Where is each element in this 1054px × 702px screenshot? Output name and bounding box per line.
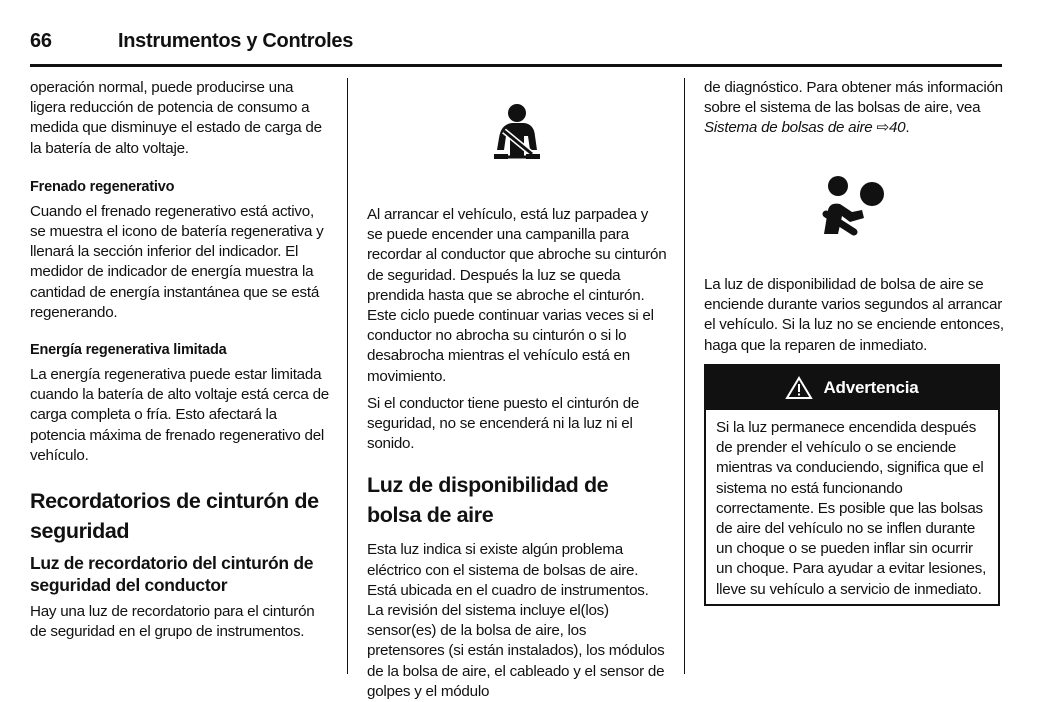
diagnostic-paragraph: de diagnóstico. Para obtener más información sobre el sistema de las bolsas de aire, vea Sistema de bolsas de aire ⇨40. [704, 79, 1003, 137]
warning-text: Si la luz permanece encendida después de prender el vehículo o se enciende mientras va conduciendo, significa que el sistema no está funcionando correctamente. Es posible que las bolsas de aire del vehículo no se inflen durante un choque o se pueden inflar sin ocurrir un choque. Para ayudar a evitar lesiones, lleve su vehículo a servicio de inmediato. [716, 419, 987, 598]
driver-seatbelt-light-text: Hay una luz de recordatorio para el cinturón de seguridad en el grupo de instrumentos. [30, 603, 315, 641]
driver-seatbelt-light-heading: Luz de recordatorio del cinturón de seguridad del conductor [30, 553, 314, 596]
regen-braking-heading: Frenado regenerativo [30, 178, 175, 195]
seatbelt-light-paragraph: Al arrancar el vehículo, está luz parpadea y se puede encender una campanilla para recordar al conductor que abroche su cinturón de seguridad. Después la luz se queda prendida hasta que se abroche el cinturón. Este ciclo puede continuar varias veces si el conductor no abrocha su cinturón o si lo desabrocha mientras el vehículo está en movimiento. [367, 206, 667, 385]
page-reference-arrow-icon: ⇨ [876, 119, 889, 137]
airbag-light-paragraph: La luz de disponibilidad de bolsa de aire se enciende durante varios segundos al arrancar el vehículo. Si la luz no se enciende entonces, haga que la reparen de inmediato. [704, 276, 1004, 354]
airbag-readiness-paragraph: Esta luz indica si existe algún problema eléctrico con el sistema de bolsas de aire. Está ubicada en el cuadro de instrumentos. La revisión del sistema incluye el(los) sensor(es) de la bolsa de aire, los pretensores (si están instalados), los módulos de la bolsa de aire, el cableado y el sensor de golpes y el módulo [367, 541, 665, 700]
intro-paragraph: operación normal, puede producirse una ligera reducción de potencia de consumo a medida que disminuye el estado de carga de la batería de alto voltaje. [30, 79, 322, 157]
seatbelt-buckled-paragraph: Si el conductor tiene puesto el cinturón de seguridad, no se encenderá ni la luz ni el sonido. [367, 394, 640, 453]
limited-regen-text: La energía regenerativa puede estar limitada cuando la batería de alto voltaje está cerca de carga completa o fría. Esto afectará la potencia máxima de frenado regenerativo del vehículo. [30, 366, 329, 464]
seatbelt-reminders-heading: Recordatorios de cinturón de seguridad [30, 489, 319, 544]
warning-triangle-icon [785, 376, 813, 400]
column-right [704, 78, 1004, 139]
diagnostic-text: de diagnóstico. Para obtener más información sobre el sistema de las bolsas de aire, vea [704, 79, 1003, 117]
regen-braking-text: Cuando el frenado regenerativo está activo, se muestra el icono de batería regenerativa y llenará la sección inferior del indicador. El medidor de indicador de energía muestra la cantidad de energía instantánea que se está regenerando. [30, 202, 324, 321]
page-header [30, 28, 1002, 67]
warning-body [706, 410, 998, 600]
warning-header [706, 366, 998, 410]
warning-title: Advertencia [823, 378, 919, 397]
limited-regen-heading: Energía regenerativa limitada [30, 342, 227, 359]
airbag-system-link[interactable]: Sistema de bolsas de aire [704, 119, 873, 137]
airbag-readiness-heading: Luz de disponibilidad de bolsa de aire [367, 473, 609, 528]
seatbelt-icon [486, 102, 546, 168]
page-number: 66 [30, 30, 52, 52]
page-title: Instrumentos y Controles [118, 30, 354, 52]
column-divider-right [684, 78, 685, 674]
column-left [30, 78, 330, 642]
page-reference-number[interactable]: 40 [888, 119, 906, 137]
warning-box [704, 364, 1000, 606]
column-middle [367, 205, 667, 702]
column-divider-left [347, 78, 348, 674]
airbag-icon [818, 170, 888, 236]
airbag-light-section [704, 275, 1004, 356]
